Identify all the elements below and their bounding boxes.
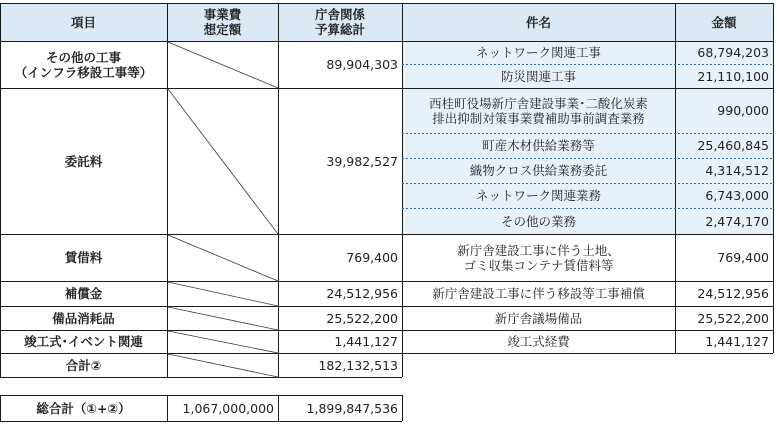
amount-co2-survey: 990,000 [675,88,773,133]
category-supplies: 備品消耗品 [52,310,115,326]
amount-disaster-works: 21,110,100 [675,64,773,88]
header-amount: 金額 [675,3,773,41]
budget-rental: 769,400 [346,250,398,265]
item-co2-survey-line2: 排出抑制対策事業費補助事前調査業務 [432,110,645,126]
grand-total-budget: 1,899,847,536 [306,400,398,416]
header-subject: 件名 [402,3,675,41]
grand-total-label: 総合計（①+②） [36,400,131,416]
category-consignment: 委託料 [64,153,103,169]
item-cloth-supply: 織物クロス供給業務委託 [402,158,675,183]
amount-timber-supply: 25,460,845 [675,133,773,158]
amount-supplies: 25,522,200 [697,310,769,326]
budget-consignment: 39,982,527 [326,153,398,169]
amount-network-works: 68,794,203 [675,41,773,64]
item-rental-line2: ゴミ収集コンテナ賃借料等 [463,257,614,273]
amount-network-service: 6,743,000 [675,183,773,208]
header-budget-line1: 庁舎関係 [314,7,365,22]
item-supplies: 新庁舎議場備品 [494,310,583,326]
budget-supplies: 25,522,200 [326,310,398,326]
category-completion: 竣工式･イベント関連 [24,334,143,349]
header-budget-line2: 予算総計 [314,22,365,37]
item-disaster-works: 防災関連工事 [402,64,675,88]
item-rental-line1: 新庁舎建設工事に伴う土地、 [457,242,620,258]
item-other-service: その他の業務 [402,208,675,234]
header-planned-line2: 想定額 [203,22,242,37]
item-co2-survey-line1: 西桂町役場新庁舎建設事業･二酸化炭素 [429,95,648,111]
budget-other-works: 89,904,303 [326,57,398,72]
amount-rental: 769,400 [717,250,769,265]
subtotal-label: 合計② [65,357,102,373]
grand-total-planned: 1,067,000,000 [182,400,274,416]
item-network-service: ネットワーク関連業務 [402,183,675,208]
budget-completion: 1,441,127 [334,334,398,349]
item-compensation: 新庁舎建設工事に伴う移設等工事補償 [432,286,645,301]
item-completion: 竣工式経費 [507,334,570,349]
amount-other-service: 2,474,170 [675,208,773,234]
budget-compensation: 24,512,956 [326,286,398,301]
header-item: 項目 [0,3,167,41]
amount-compensation: 24,512,956 [697,286,769,301]
amount-cloth-supply: 4,314,512 [675,158,773,183]
item-network-works: ネットワーク関連工事 [402,41,675,64]
category-rental: 賃借料 [64,250,103,265]
subtotal-budget: 182,132,513 [318,357,398,373]
amount-completion: 1,441,127 [705,334,769,349]
category-compensation: 補償金 [64,286,103,301]
category-other-works-line1: その他の工事 [45,49,121,65]
header-planned-line1: 事業費 [203,7,242,22]
category-other-works-line2: （インフラ移設工事等） [14,64,153,80]
item-timber-supply: 町産木材供給業務等 [402,133,675,158]
